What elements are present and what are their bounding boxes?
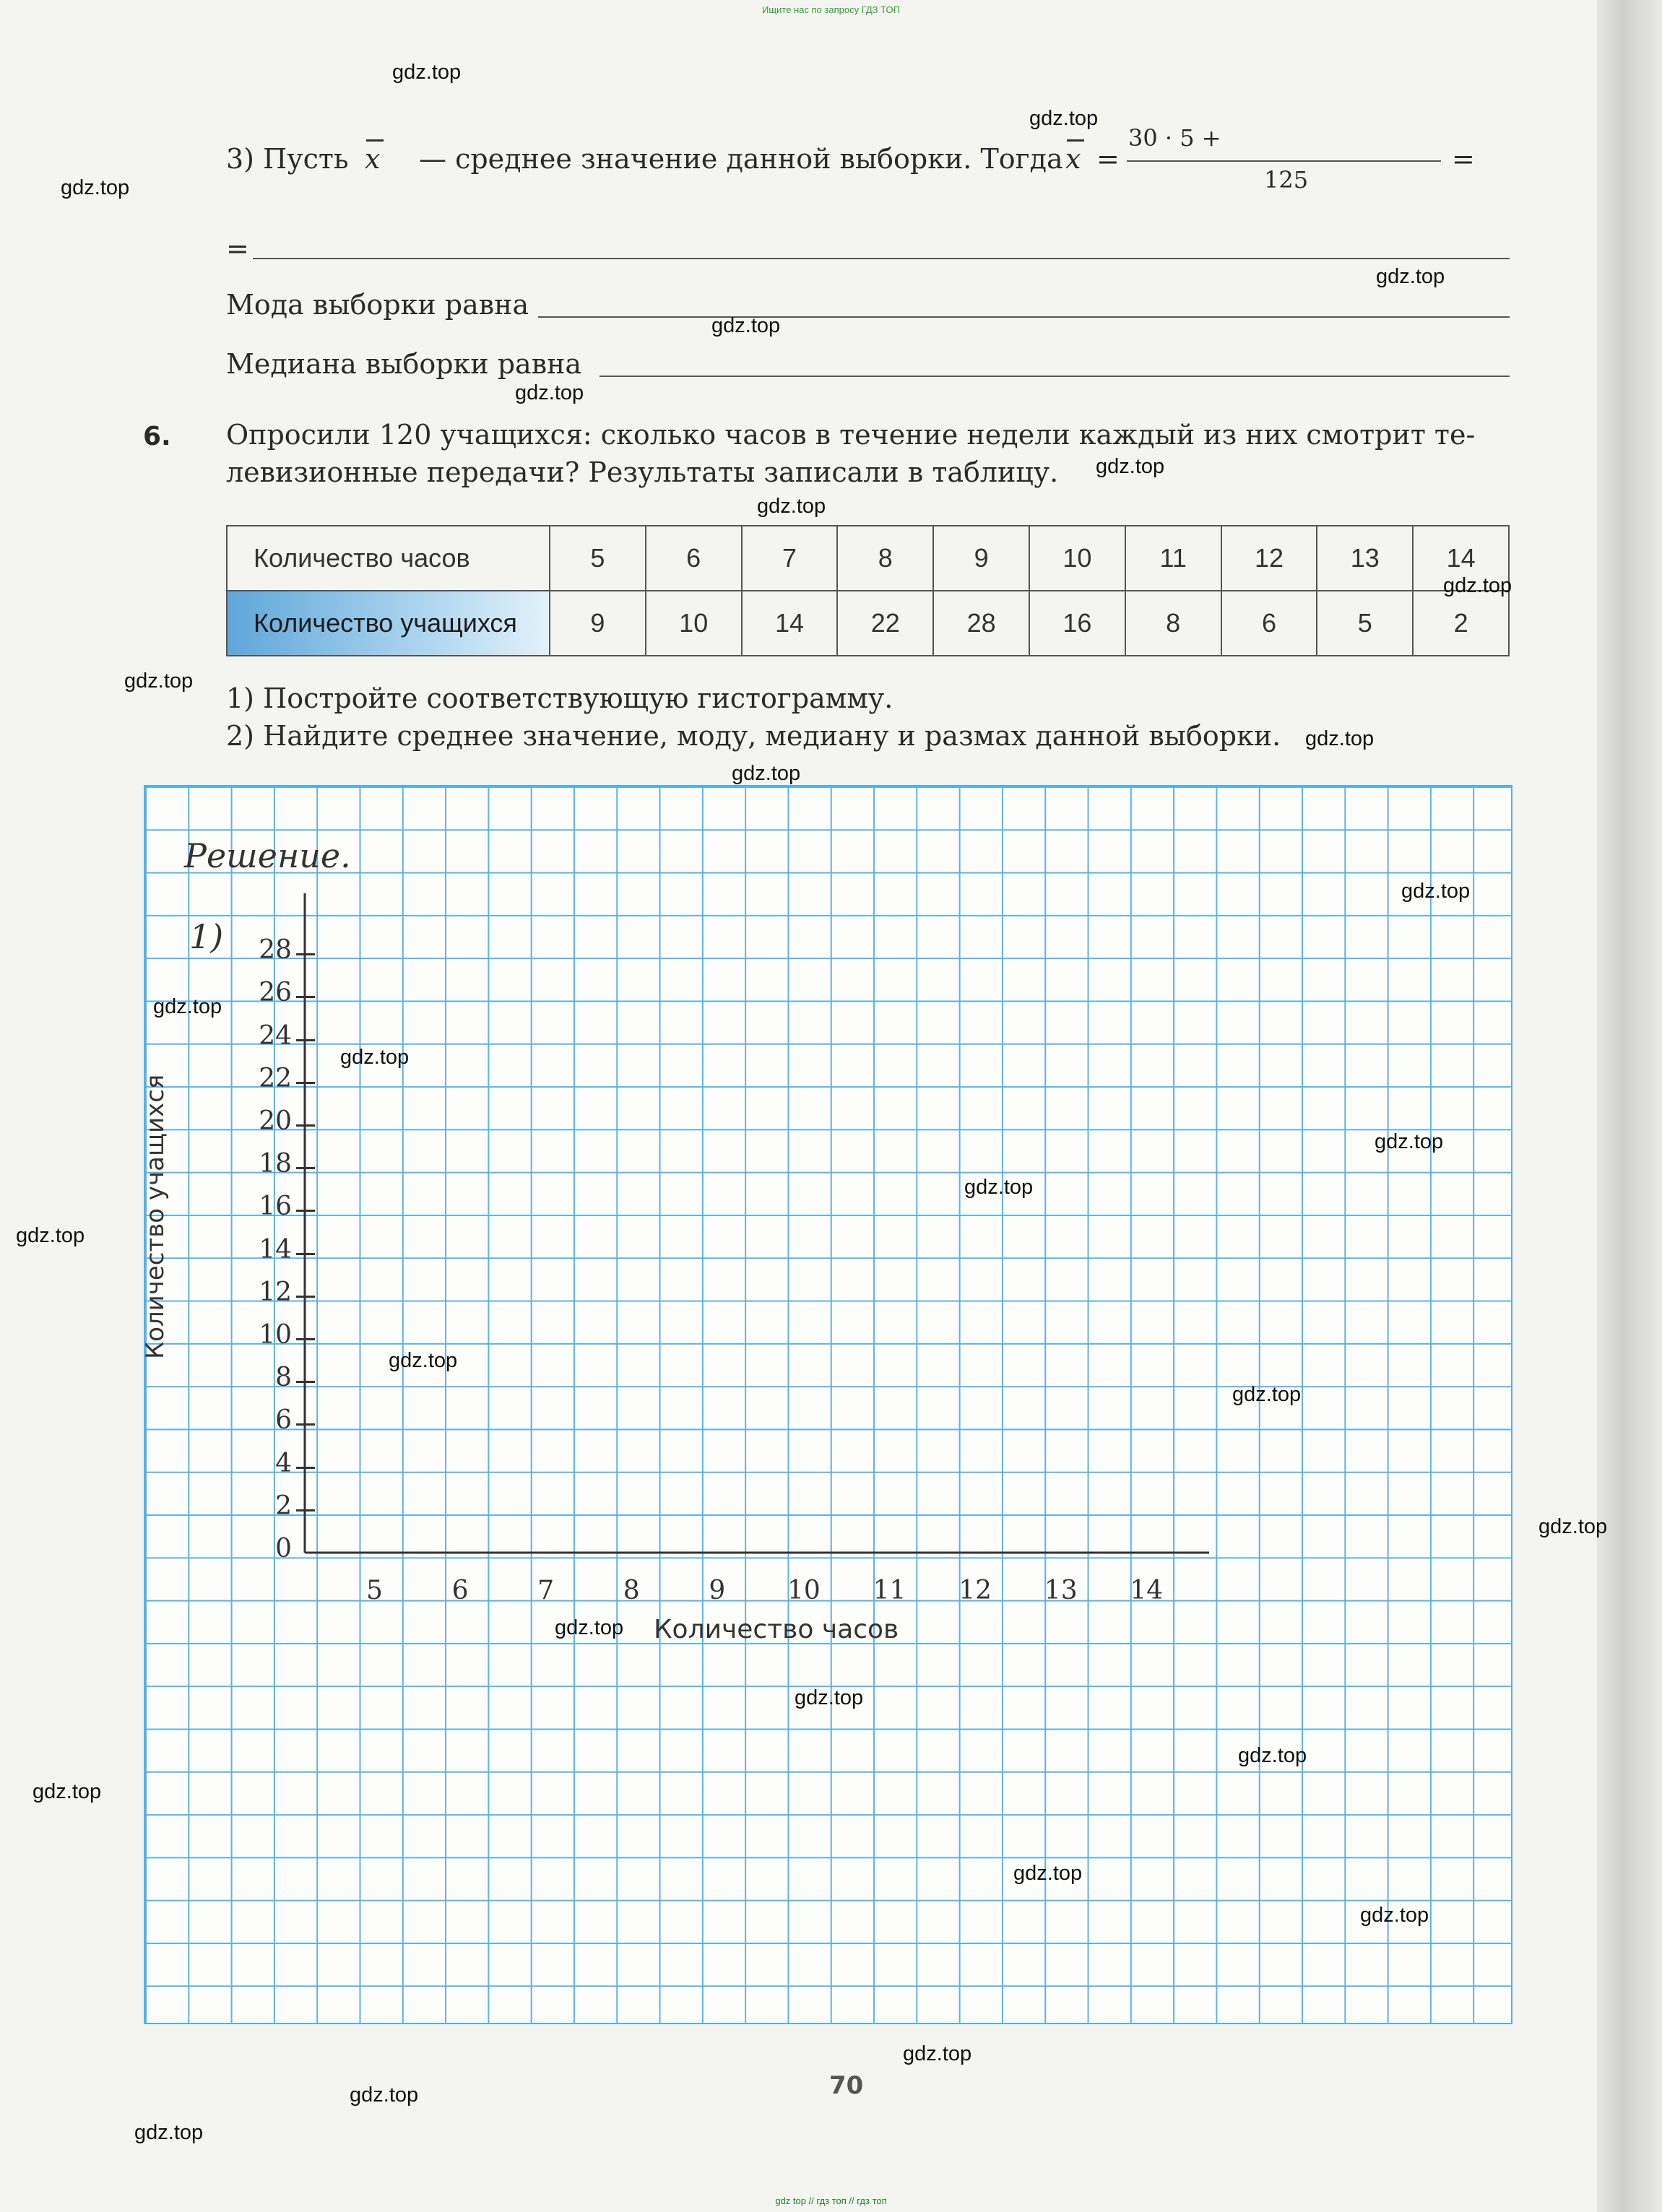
table-cell: 6 [646,526,742,591]
x-tick-label: 13 [1044,1576,1078,1605]
watermark: gdz.top [134,2121,204,2144]
watermark: gdz.top [1375,1130,1444,1153]
y-tick-label: 22 [259,1063,292,1093]
y-tick-label: 12 [259,1277,292,1307]
task-text-line2: левизионные передачи? Результаты записали в таблицу. [226,456,1059,488]
watermark: gdz.top [515,381,584,404]
data-table [226,525,1510,656]
watermark: gdz.top [1096,455,1165,478]
y-tick-mark [296,953,315,955]
table-cell: 5 [1317,591,1413,656]
table-header-students: Количество учащихся [227,591,550,656]
y-tick-mark [296,1210,315,1212]
table-header-hours: Количество часов [227,526,550,591]
page-edge-shade [1597,0,1662,2212]
watermark: gdz.top [340,1046,410,1069]
watermark: gdz.top [1029,107,1099,130]
y-tick-label: 28 [259,935,292,966]
table-cell: 22 [837,591,933,656]
table-cell: 8 [1125,591,1221,656]
y-tick-mark [296,1381,315,1383]
x-bar-var-2: x [1065,143,1081,175]
table-cell: 12 [1221,526,1317,591]
x-axis-label: Количество часов [654,1615,899,1644]
x-bar-overline [366,139,384,142]
y-tick-label: 4 [275,1448,292,1478]
y-tick-label: 16 [259,1192,292,1222]
watermark: gdz.top [389,1349,458,1372]
watermark: gdz.top [903,2042,972,2065]
table-cell: 9 [550,591,646,656]
y-tick-label: 18 [259,1149,292,1179]
table-cell: 7 [742,526,838,591]
y-tick-mark [296,1423,315,1426]
table-cell: 2 [1413,591,1509,656]
top-note: Ищите нас по запросу ГДЗ ТОП [762,4,900,15]
watermark: gdz.top [124,669,194,693]
x-tick-label: 14 [1130,1576,1164,1605]
x-bar-var: x [365,143,381,175]
x-tick-label: 5 [366,1576,383,1605]
table-row-hours [227,526,1509,591]
x-tick-label: 10 [787,1576,821,1605]
y-tick-label: 2 [275,1491,292,1521]
x-tick-label: 6 [451,1576,469,1605]
equals-sign-left: = [226,233,249,264]
y-tick-mark [296,1167,315,1169]
watermark: gdz.top [711,314,781,337]
y-tick-mark [296,1124,315,1127]
y-tick-mark [296,1338,315,1340]
x-tick-label: 8 [623,1576,640,1605]
fraction-denominator: 125 [1264,166,1309,194]
watermark: gdz.top [153,995,222,1018]
x-tick-label: 12 [958,1576,992,1605]
median-label: Медиана выборки равна [226,348,582,380]
task-number: 6. [143,422,171,451]
x-tick-label: 7 [537,1576,555,1605]
equals-sign: = [1096,143,1120,175]
y-tick-mark [296,996,315,998]
y-tick-mark [296,1039,315,1041]
watermark: gdz.top [964,1176,1034,1199]
watermark: gdz.top [555,1616,624,1639]
y-tick-label: 26 [259,978,292,1008]
table-cell: 14 [742,591,838,656]
watermark: gdz.top [757,495,826,518]
watermark: gdz.top [732,762,801,785]
watermark: gdz.top [16,1224,85,1247]
watermark: gdz.top [1013,1862,1083,1885]
table-cell: 28 [933,591,1029,656]
question-1: 1) Постройте соответствующую гистограмму. [226,682,893,714]
watermark: gdz.top [1401,880,1471,903]
watermark: gdz.top [1376,265,1445,288]
y-tick-mark [296,1296,315,1298]
y-tick-label: 20 [259,1106,292,1136]
y-tick-label: 10 [259,1320,292,1350]
histogram-axes [144,785,1510,2021]
table-cell: 9 [933,526,1029,591]
table-cell: 13 [1317,526,1413,591]
bottom-note: gdz top // гдз топ // гдз топ [775,2195,887,2206]
watermark: gdz.top [1443,574,1512,597]
table-cell: 10 [1029,526,1125,591]
median-answer-line [600,376,1510,377]
y-axis-label: Количество учащихся [141,1074,170,1359]
table-row-students [227,591,1509,656]
y-tick-mark [296,1467,315,1469]
y-tick-mark [296,1509,315,1511]
watermark: gdz.top [1238,1744,1307,1767]
fraction-numerator: 30 · 5 + [1128,124,1221,152]
watermark: gdz.top [1305,727,1375,750]
y-tick-mark [296,1082,315,1084]
part3-intro: 3) Пусть [226,143,349,175]
x-tick-label: 11 [873,1576,906,1605]
mode-label: Мода выборки равна [226,289,529,321]
solution-item-1: 1) [189,917,224,956]
watermark: gdz.top [1360,1904,1429,1927]
y-tick-label: 24 [259,1020,292,1051]
fraction-bar [1127,160,1441,162]
part3-rest: — среднее значение данной выборки. Тогда [419,143,1063,175]
y-tick-label: 14 [259,1234,292,1265]
y-tick-label: 6 [275,1405,292,1436]
watermark: gdz.top [33,1780,102,1803]
page-number: 70 [829,2071,864,2100]
y-tick-label: 8 [275,1363,292,1393]
table-cell: 6 [1221,591,1317,656]
question-2: 2) Найдите среднее значение, моду, медиану и размах данной выборки. [226,720,1281,752]
answer-line [253,258,1510,259]
x-bar-overline-2 [1067,139,1084,142]
x-tick-label: 9 [709,1576,726,1605]
table-cell: 14 [1413,526,1509,591]
y-tick-label: 0 [275,1534,292,1563]
watermark: gdz.top [392,61,462,84]
mode-answer-line [538,316,1510,318]
watermark: gdz.top [61,176,130,199]
watermark: gdz.top [795,1686,864,1709]
table-cell: 16 [1029,591,1125,656]
table-cell: 5 [550,526,646,591]
watermark: gdz.top [1232,1383,1302,1406]
solution-label: Решение. [184,836,351,875]
watermark: gdz.top [1538,1515,1608,1538]
table-cell: 10 [646,591,742,656]
watermark: gdz.top [350,2083,419,2107]
y-tick-mark [296,1253,315,1255]
equals-sign-right: = [1452,143,1475,175]
table-cell: 8 [837,526,933,591]
task-text-line1: Опросили 120 учащихся: сколько часов в течение недели каждый из них смотрит те- [226,419,1476,451]
table-cell: 11 [1125,526,1221,591]
